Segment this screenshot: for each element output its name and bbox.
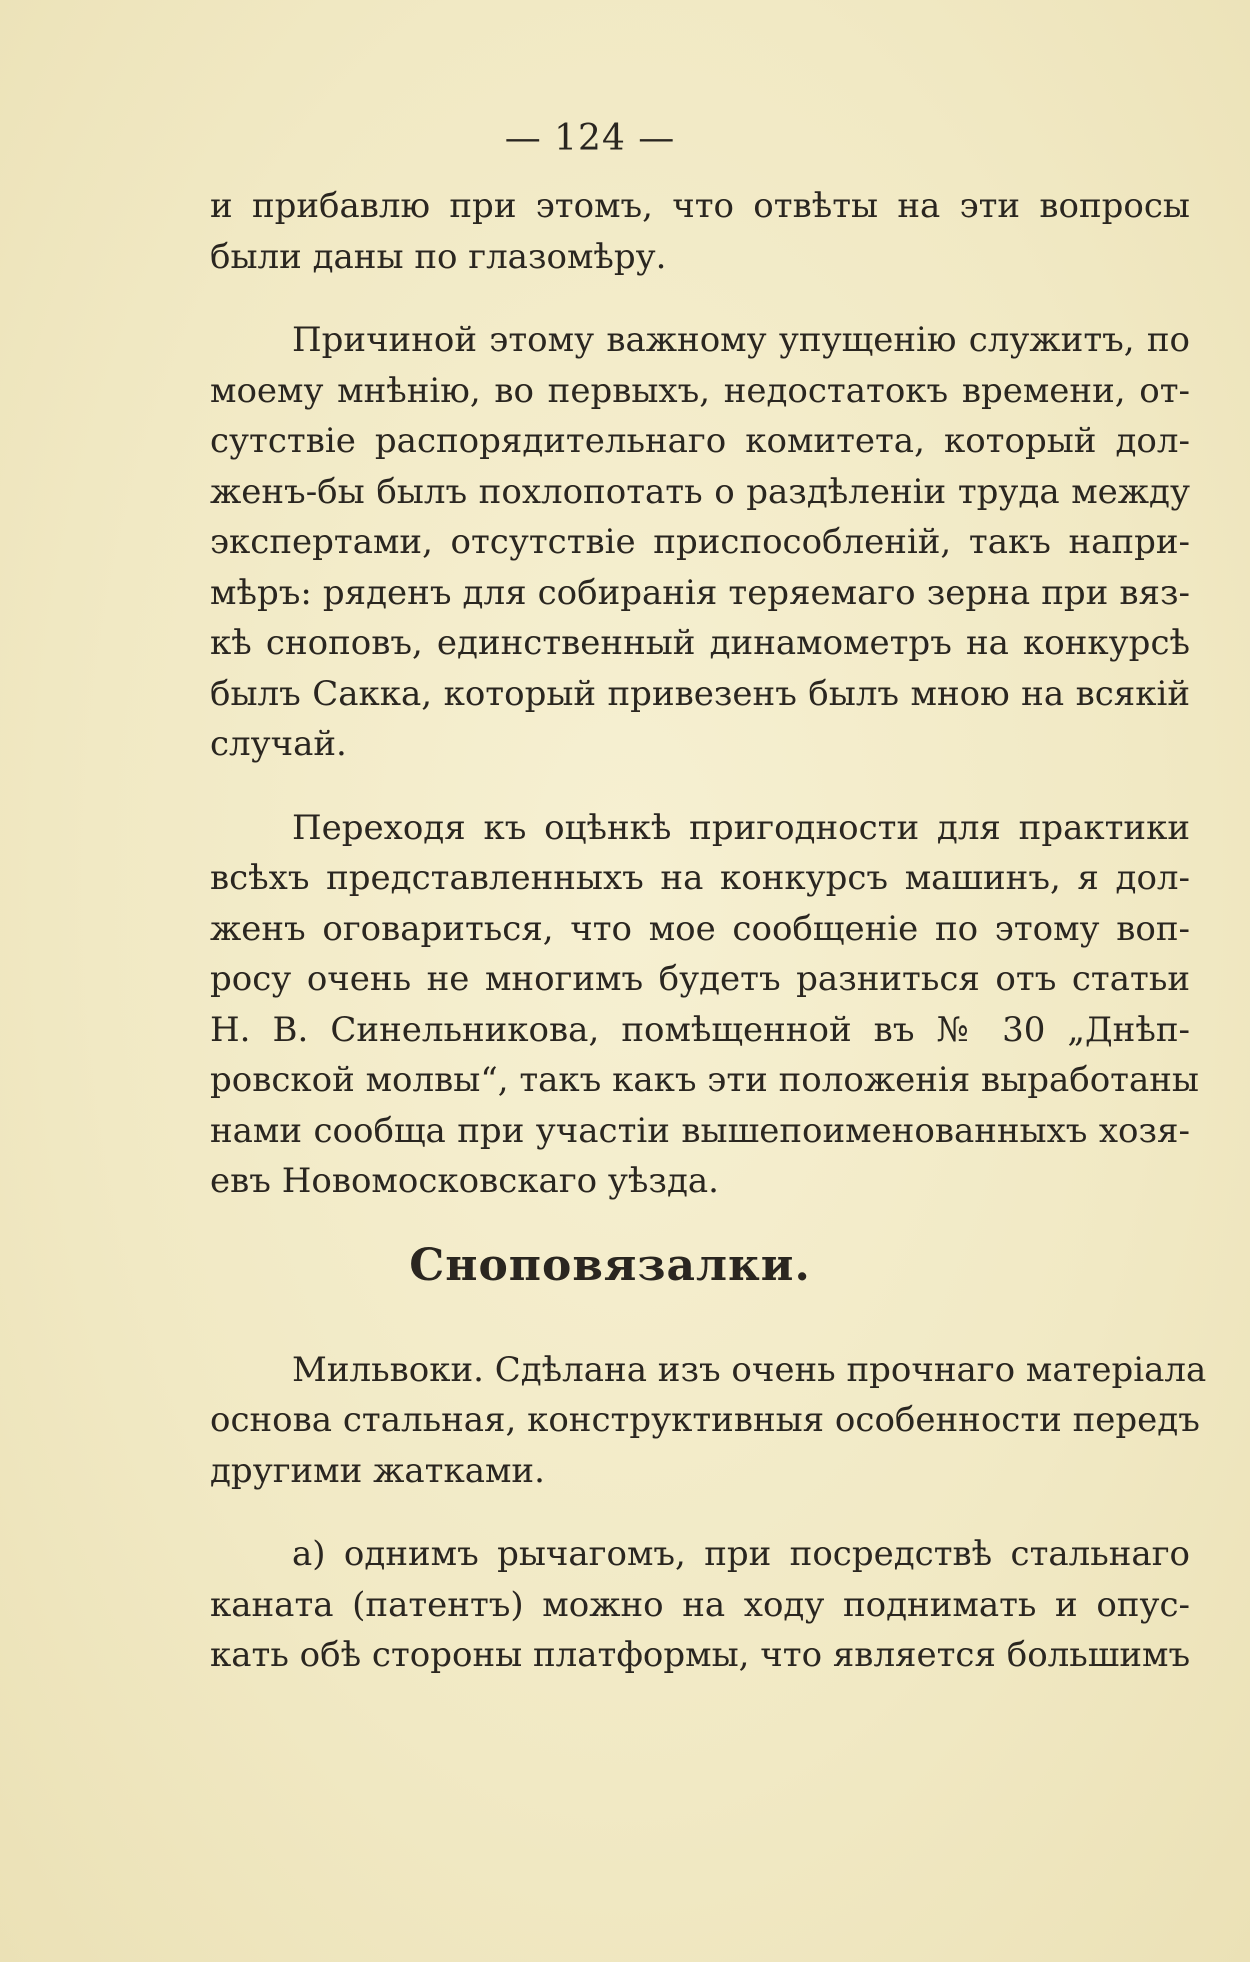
- text-line: случай.: [210, 724, 347, 764]
- text-line: росу очень не многимъ будетъ разниться отъ статьи: [210, 959, 1190, 999]
- text-line: были даны по глазомѣру.: [210, 236, 667, 277]
- text-line: всѣхъ представленныхъ на конкурсъ машинъ, я дол-: [210, 858, 1190, 898]
- text-line: экспертами, отсутствіе приспособленій, такъ напри-: [210, 522, 1190, 562]
- section-heading: Сноповязалки.: [409, 1239, 811, 1291]
- text-line: Н. В. Синельникова, помѣщенной въ № 30 „Днѣп-: [210, 1009, 1190, 1050]
- text-line: сутствіе распорядительнаго комитета, который дол-: [210, 421, 1190, 461]
- text-line: ровской молвы“, такъ какъ эти положенія выработаны: [210, 1060, 1199, 1100]
- text-line: кѣ сноповъ, единственный динамометръ на конкурсѣ: [210, 623, 1190, 663]
- document-page: [210, 118, 1207, 1714]
- text-line: женъ-бы былъ похлопотать о раздѣленіи труда между: [210, 471, 1190, 512]
- text-line: моему мнѣнію, во первыхъ, недостатокъ времени, от-: [210, 370, 1190, 411]
- text-line: нами сообща при участіи вышепоименованныхъ хозя-: [210, 1110, 1190, 1151]
- paragraph-3: [210, 803, 1199, 1207]
- text-line: женъ оговариться, что мое сообщеніе по этому воп-: [210, 908, 1190, 949]
- text-line: а) однимъ рычагомъ, при посредствѣ стальнаго: [292, 1534, 1190, 1574]
- text-line: мѣръ: ряденъ для собиранія теряемаго зерна при вяз-: [210, 572, 1190, 613]
- text-line: Причиной этому важному упущенію служитъ, по: [292, 320, 1190, 360]
- paragraph-1: [210, 181, 1190, 282]
- text-line: былъ Сакка, который привезенъ былъ мною на всякій: [210, 673, 1190, 714]
- text-line: каната (патентъ) можно на ходу поднимать и опус-: [210, 1584, 1190, 1625]
- text-line: и прибавлю при этомъ, что отвѣты на эти вопросы: [210, 186, 1190, 226]
- text-line: другими жатками.: [210, 1450, 545, 1491]
- paragraph-2: [210, 315, 1190, 770]
- paragraph-5: [210, 1529, 1190, 1681]
- text-line: основа стальная, конструктивныя особенности передъ: [210, 1400, 1200, 1440]
- text-line: Мильвоки. Сдѣлана изъ очень прочнаго матеріала: [292, 1349, 1207, 1390]
- text-line: кать обѣ стороны платформы, что является большимъ: [210, 1635, 1191, 1675]
- page-number: — 124 —: [504, 118, 676, 159]
- paragraph-4: [210, 1345, 1207, 1497]
- text-line: евъ Новомосковскаго уѣзда.: [210, 1161, 719, 1201]
- text-line: Переходя къ оцѣнкѣ пригодности для практики: [292, 807, 1190, 848]
